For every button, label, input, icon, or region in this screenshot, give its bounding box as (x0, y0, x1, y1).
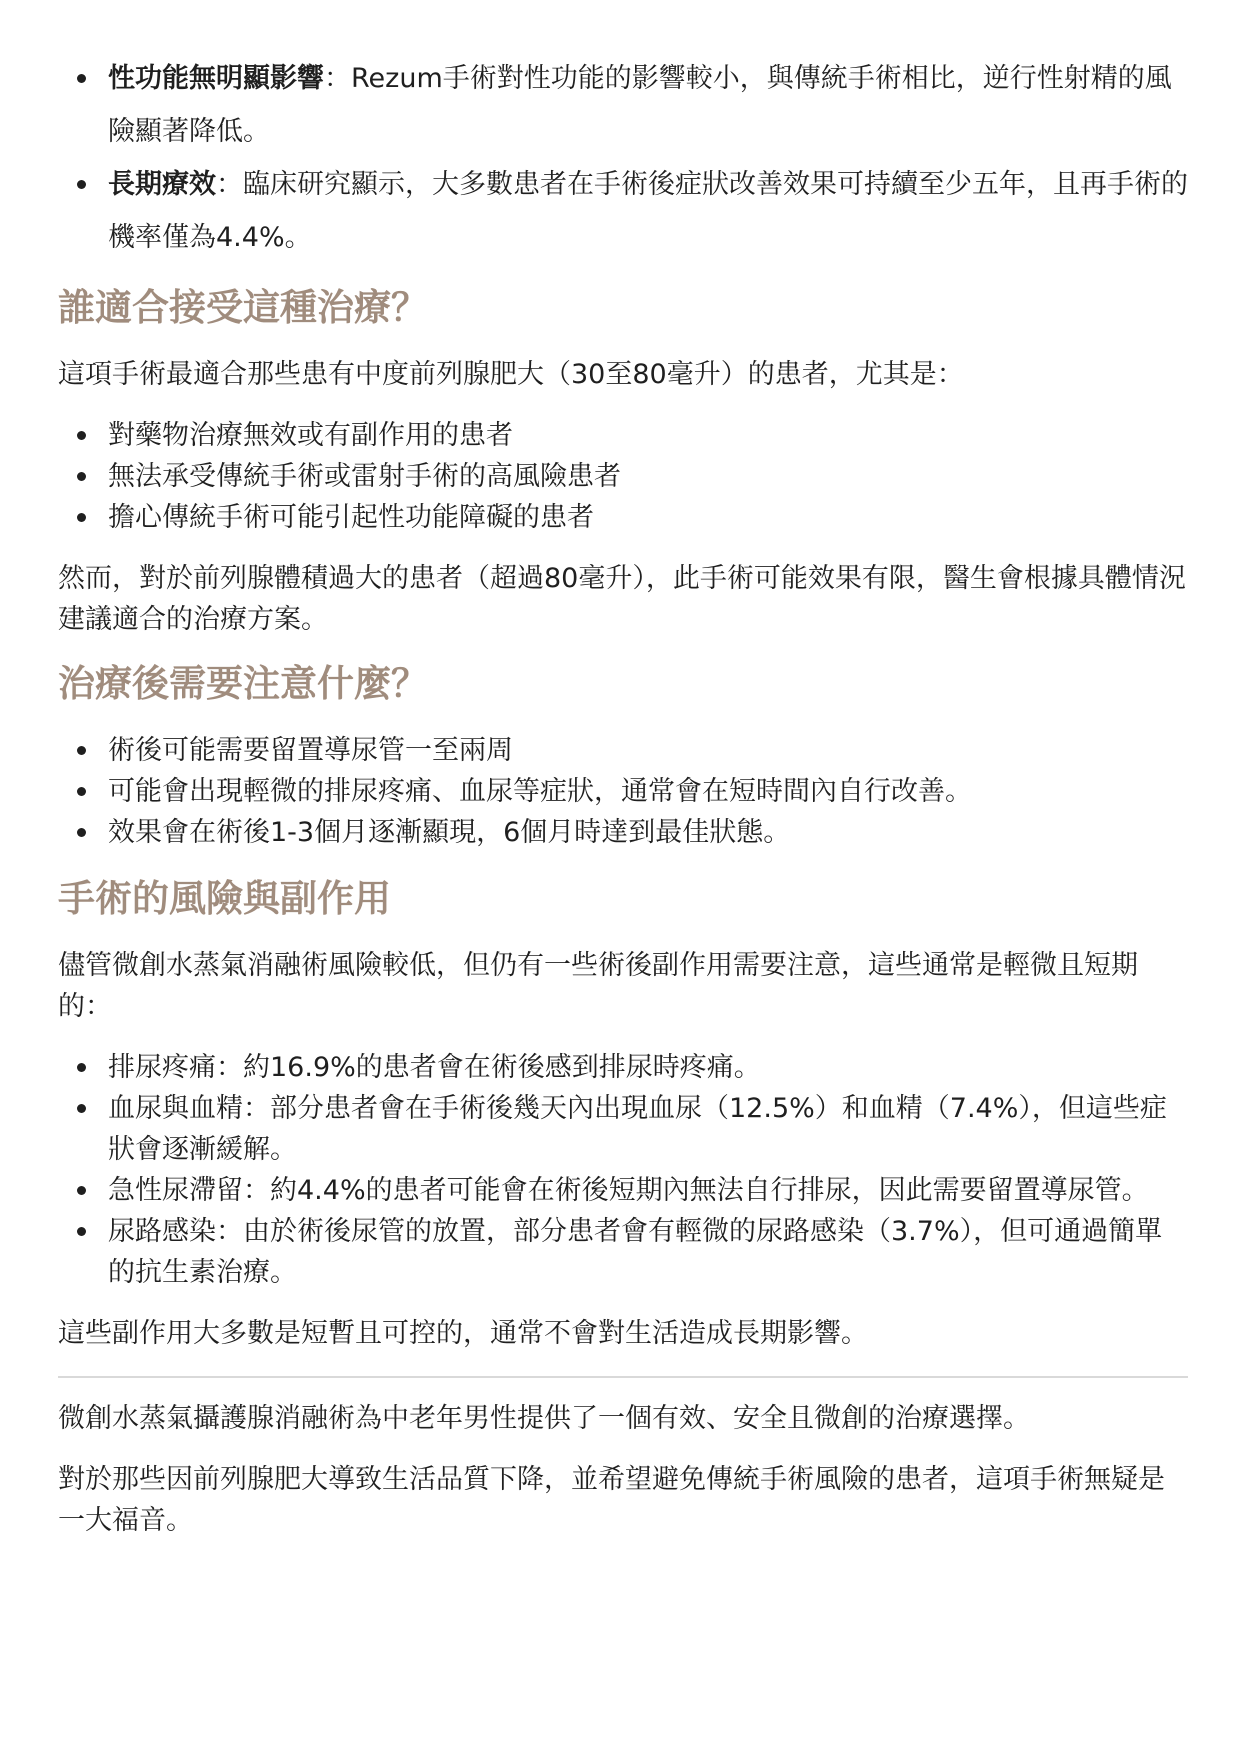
bullet-icon (77, 1227, 86, 1236)
list-item-text: 尿路感染：由於術後尿管的放置，部分患者會有輕微的尿路感染（3.7%），但可通過簡單的抗生素治療。 (108, 1216, 1163, 1288)
risks-intro: 儘管微創水蒸氣消融術風險較低，但仍有一些術後副作用需要注意，這些通常是輕微且短期的： (58, 950, 1138, 1022)
list-item (58, 1170, 1188, 1211)
benefits-list (58, 52, 1188, 264)
bullet-icon (77, 1104, 86, 1113)
bullet-icon (77, 513, 86, 522)
section-heading-risks: 手術的風險與副作用 (58, 877, 391, 920)
list-item (58, 730, 1188, 771)
risks-outro: 這些副作用大多數是短暫且可控的，通常不會對生活造成長期影響。 (58, 1318, 868, 1349)
benefit-separator: ： (216, 169, 243, 200)
list-item (58, 497, 1188, 538)
list-item-text: 血尿與血精：部分患者會在手術後幾天內出現血尿（12.5%）和血精（7.4%），但這些症狀會逐漸緩解。 (108, 1093, 1167, 1165)
list-item-text: 急性尿滯留：約4.4%的患者可能會在術後短期內無法自行排尿，因此需要留置導尿管。 (108, 1175, 1149, 1206)
list-item (58, 456, 1188, 497)
list-item (58, 158, 1188, 264)
list-item-text: 對藥物治療無效或有副作用的患者 (108, 420, 513, 451)
conclusion-paragraph-2: 對於那些因前列腺肥大導致生活品質下降，並希望避免傳統手術風險的患者，這項手術無疑是一大福音。 (58, 1464, 1165, 1536)
list-item (58, 771, 1188, 812)
article-body (58, 52, 1188, 1541)
list-item (58, 415, 1188, 456)
benefit-text: Rezum手術對性功能的影響較小，與傳統手術相比，逆行性射精的風險顯著降低。 (108, 63, 1172, 147)
aftercare-list (58, 730, 1188, 853)
list-item-text: 擔心傳統手術可能引起性功能障礙的患者 (108, 502, 594, 533)
bullet-icon (77, 472, 86, 481)
list-item (58, 812, 1188, 853)
list-item-text: 排尿疼痛：約16.9%的患者會在術後感到排尿時疼痛。 (108, 1052, 761, 1083)
list-item-text: 無法承受傳統手術或雷射手術的高風險患者 (108, 461, 621, 492)
bullet-icon (77, 828, 86, 837)
bullet-icon (77, 1186, 86, 1195)
benefit-term: 長期療效 (108, 169, 216, 200)
list-item (58, 1211, 1188, 1293)
benefit-text: 臨床研究顯示，大多數患者在手術後症狀改善效果可持續至少五年，且再手術的機率僅為4.4%。 (108, 169, 1188, 253)
list-item-text: 可能會出現輕微的排尿疼痛、血尿等症狀，通常會在短時間內自行改善。 (108, 776, 972, 807)
bullet-icon (77, 431, 86, 440)
list-item (58, 1047, 1188, 1088)
conclusion-paragraph-1: 微創水蒸氣攝護腺消融術為中老年男性提供了一個有效、安全且微創的治療選擇。 (58, 1403, 1030, 1434)
candidates-intro: 這項手術最適合那些患有中度前列腺肥大（30至80毫升）的患者，尤其是： (58, 359, 964, 390)
bullet-icon (77, 74, 86, 83)
bullet-icon (77, 746, 86, 755)
benefit-term: 性功能無明顯影響 (108, 63, 324, 94)
bullet-icon (77, 1063, 86, 1072)
benefit-separator: ： (324, 63, 351, 94)
section-heading-aftercare: 治療後需要注意什麼？ (58, 662, 428, 705)
list-item-text: 效果會在術後1-3個月逐漸顯現，6個月時達到最佳狀態。 (108, 817, 791, 848)
section-heading-candidates: 誰適合接受這種治療？ (58, 286, 428, 329)
bullet-icon (77, 180, 86, 189)
bullet-icon (77, 787, 86, 796)
candidates-note: 然而，對於前列腺體積過大的患者（超過80毫升），此手術可能效果有限，醫生會根據具體情況建議適合的治療方案。 (58, 563, 1186, 635)
list-item (58, 1088, 1188, 1170)
list-item-text: 術後可能需要留置導尿管一至兩周 (108, 735, 513, 766)
candidates-list (58, 415, 1188, 538)
list-item (58, 52, 1188, 158)
section-divider (58, 1376, 1188, 1378)
risks-list (58, 1047, 1188, 1293)
